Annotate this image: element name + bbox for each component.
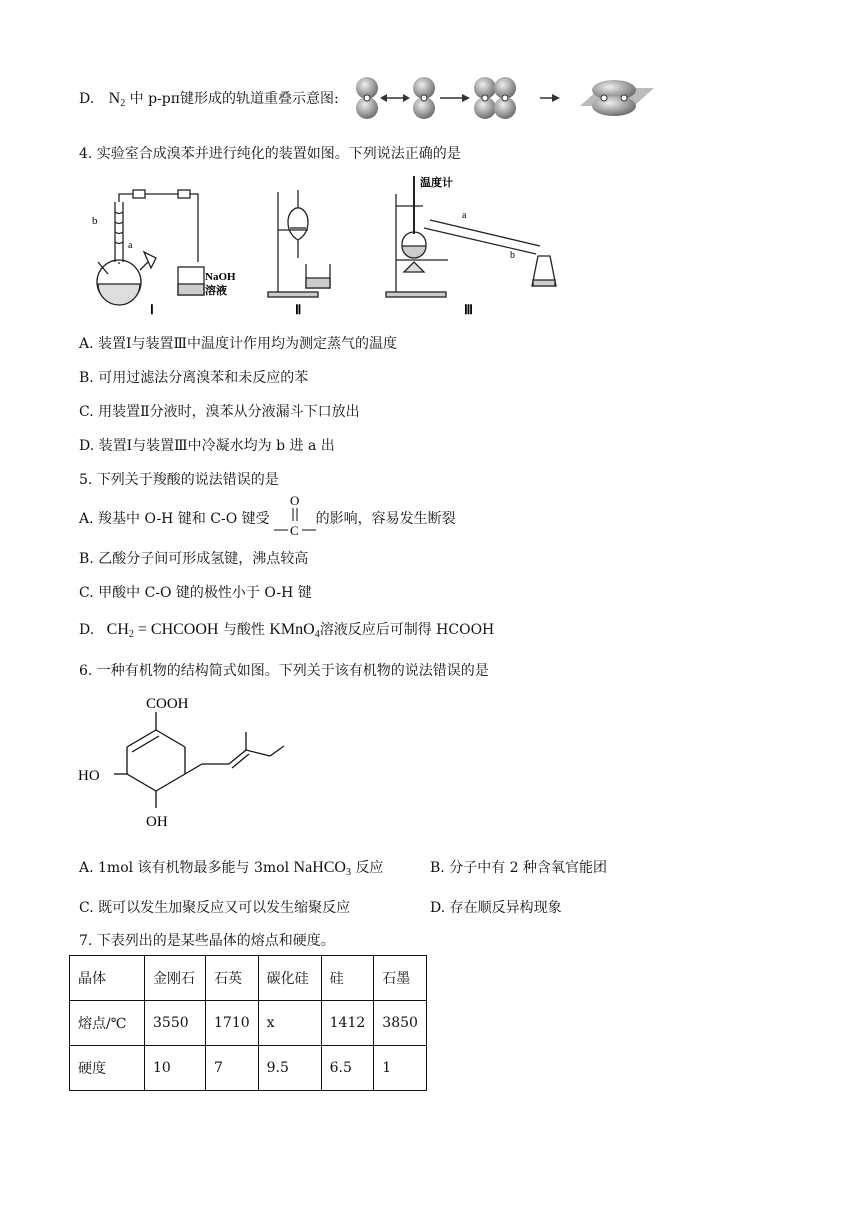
table-cell: 7: [206, 1046, 259, 1091]
table-cell: 9.5: [258, 1046, 321, 1091]
table-cell: 硬度: [70, 1046, 145, 1091]
table-cell: 熔点/℃: [70, 1001, 145, 1046]
table-cell: x: [258, 1001, 321, 1046]
thermometer-label: 温度计: [420, 177, 453, 189]
q5-stem: 5. 下列关于羧酸的说法错误的是: [79, 472, 279, 488]
table-header: 石墨: [374, 956, 427, 1001]
table-header: 金刚石: [145, 956, 206, 1001]
table-cell: 3550: [145, 1001, 206, 1046]
q4-stem: 4. 实验室合成溴苯并进行纯化的装置如图。下列说法正确的是: [79, 146, 461, 162]
table-row: [70, 1001, 427, 1046]
q6-option-d: D. 存在顺反异构现象: [430, 900, 562, 916]
table-cell: 1710: [206, 1001, 259, 1046]
label-b-I: b: [92, 215, 98, 227]
q4-option-c: C. 用装置Ⅱ分液时，溴苯从分液漏斗下口放出: [79, 404, 360, 420]
svg-text:C: C: [290, 523, 299, 538]
q4-option-d: D. 装置Ⅰ与装置Ⅲ中冷凝水均为 b 进 a 出: [79, 438, 335, 454]
q5-option-d: D. $CH_2$ = CHCOOH 与酸性 KMnO$_4$溶液反应后可制得 HCOOH: [79, 621, 495, 640]
label-a-III: a: [462, 210, 467, 221]
apparatus-III: [386, 176, 556, 297]
table-cell: 6.5: [321, 1046, 374, 1091]
solution-label: 溶液: [205, 285, 227, 297]
svg-text:COOH: COOH: [146, 696, 189, 712]
label-a-I: a: [128, 240, 133, 251]
q5-option-b: B. 乙酸分子间可形成氢键，沸点较高: [79, 551, 309, 567]
orbital-pair-overlapping: [474, 77, 516, 119]
table-header-row: [70, 956, 427, 1001]
apparatus-label-II: Ⅱ: [295, 302, 302, 317]
pi-bond-orbital: [580, 80, 654, 116]
apparatus-figure: [78, 172, 515, 320]
naoh-label: NaOH: [205, 271, 236, 283]
q4-option-b: B. 可用过滤法分离溴苯和未反应的苯: [79, 370, 309, 386]
q6-option-a: A. 1mol 该有机物最多能与 3mol NaHCO$_3$ 反应: [79, 859, 384, 878]
q4-option-a: A. 装置Ⅰ与装置Ⅲ中温度计作用均为测定蒸气的温度: [79, 336, 398, 352]
table-cell: 10: [145, 1046, 206, 1091]
q7-stem: 7. 下表列出的是某些晶体的熔点和硬度。: [79, 933, 335, 949]
orbital-overlap-diagram: [352, 76, 662, 122]
apparatus-I: [97, 190, 204, 305]
svg-text:HO: HO: [78, 768, 100, 784]
table-cell: 1: [374, 1046, 427, 1091]
orbital-pair-separated: [356, 77, 378, 119]
q3-option-d: D. $N_2$ 中 p-pπ键形成的轨道重叠示意图:: [79, 90, 339, 109]
q5-option-c: C. 甲酸中 C-O 键的极性小于 O-H 键: [79, 585, 312, 601]
organic-structure: [74, 692, 294, 832]
q6-option-b: B. 分子中有 2 种含氧官能团: [430, 860, 607, 876]
svg-text:OH: OH: [146, 814, 168, 830]
crystal-table: [69, 955, 427, 1091]
table-cell: 1412: [321, 1001, 374, 1046]
table-cell: 3850: [374, 1001, 427, 1046]
label-b-III: b: [510, 250, 515, 261]
carbonyl-group: [272, 493, 318, 537]
svg-text:O: O: [290, 493, 300, 508]
apparatus-label-III: Ⅲ: [464, 302, 473, 317]
table-header: 碳化硅: [258, 956, 321, 1001]
q5-option-a: A. 羧基中 O-H 键和 C-O 键受 的影响，容易发生断裂: [79, 511, 456, 527]
q6-stem: 6. 一种有机物的结构简式如图。下列关于该有机物的说法错误的是: [79, 663, 489, 679]
table-header: 晶体: [70, 956, 145, 1001]
apparatus-II: [268, 190, 330, 297]
table-row: [70, 1046, 427, 1091]
apparatus-label-I: Ⅰ: [150, 302, 154, 317]
table-header: 石英: [206, 956, 259, 1001]
q6-option-c: C. 既可以发生加聚反应又可以发生缩聚反应: [79, 900, 351, 916]
table-header: 硅: [321, 956, 374, 1001]
